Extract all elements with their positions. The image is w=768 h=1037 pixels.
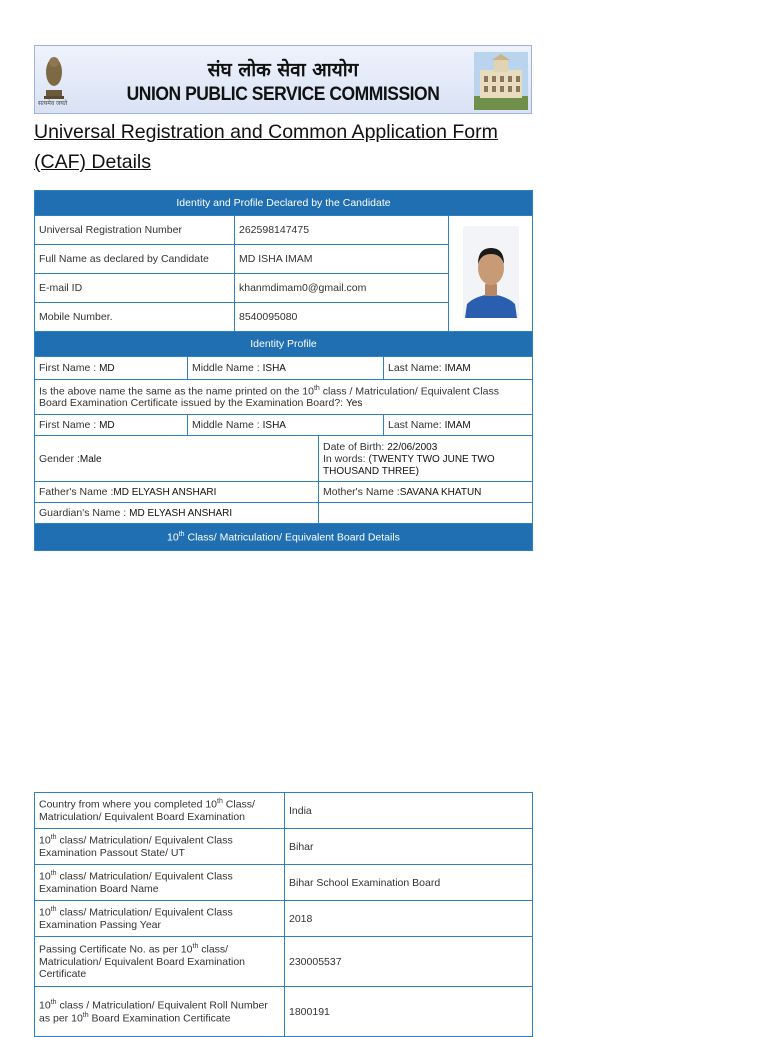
upsc-banner: [34, 45, 532, 114]
dob-cell: Date of Birth: 22/06/2003 In words: (TWENTY TWO JUNE TWO THOUSAND THREE): [319, 436, 533, 482]
first-name-cell: First Name : MD: [35, 357, 188, 380]
father-name-value: MD ELYASH ANSHARI: [113, 487, 217, 498]
guardian-name-value: MD ELYASH ANSHARI: [129, 508, 233, 519]
middle-name-cell-2: Middle Name : ISHA: [188, 415, 384, 436]
roll-number-label: 10th class / Matriculation/ Equivalent Roll Number as per 10th Board Examination Certificate: [35, 987, 285, 1037]
name-match-question: Is the above name the same as the name printed on the 10th class / Matriculation/ Equivalent Class Board Examination Certificate issued by the Examination Board?: Yes: [35, 380, 533, 415]
middle-name-value: ISHA: [262, 363, 286, 374]
name-label: Full Name as declared by Candidate: [35, 245, 235, 274]
passing-year-label: 10th class/ Matriculation/ Equivalent Class Examination Passing Year: [35, 901, 285, 937]
gender-cell: Gender :Male: [35, 436, 319, 482]
mother-name-value: SAVANA KHATUN: [399, 487, 482, 498]
identity-profile-header: Identity Profile: [35, 332, 533, 357]
certificate-no-value: 230005537: [285, 937, 533, 987]
last-name-value: IMAM: [444, 363, 471, 374]
mother-name-cell: Mother's Name :SAVANA KHATUN: [319, 482, 533, 503]
board-name-label: 10th class/ Matriculation/ Equivalent Class Examination Board Name: [35, 865, 285, 901]
first-name-cell-2: First Name : MD: [35, 415, 188, 436]
dob-words: (TWENTY TWO JUNE TWO THOUSAND THREE): [323, 453, 495, 477]
identity-header: Identity and Profile Declared by the Candidate: [35, 191, 533, 216]
father-name-cell: Father's Name :MD ELYASH ANSHARI: [35, 482, 319, 503]
photo-cell: [449, 216, 533, 332]
mobile-label: Mobile Number.: [35, 303, 235, 332]
certificate-no-label: Passing Certificate No. as per 10th class/ Matriculation/ Equivalent Board Examination Certificate: [35, 937, 285, 987]
banner-english-title: UNION PUBLIC SERVICE COMMISSION: [126, 84, 440, 105]
roll-number-value: 1800191: [285, 987, 533, 1037]
board-details-header: 10th Class/ Matriculation/ Equivalent Board Details: [35, 524, 533, 551]
guardian-name-cell: Guardian's Name : MD ELYASH ANSHARI: [35, 503, 319, 524]
board-details-table: [34, 792, 533, 1037]
state-value: Bihar: [285, 829, 533, 865]
upsc-building-icon: [474, 52, 528, 110]
urn-label: Universal Registration Number: [35, 216, 235, 245]
country-value: India: [285, 793, 533, 829]
email-label: E-mail ID: [35, 274, 235, 303]
identity-profile-table: [34, 190, 533, 551]
emblem-motto: सत्यमेव जयते: [38, 101, 68, 107]
passing-year-value: 2018: [285, 901, 533, 937]
gender-value: Male: [79, 453, 102, 465]
banner-hindi-title: संघ लोक सेवा आयोग: [207, 59, 359, 81]
board-name-value: Bihar School Examination Board: [285, 865, 533, 901]
middle-name-cell: Middle Name : ISHA: [188, 357, 384, 380]
candidate-photo: [463, 226, 519, 318]
name-match-answer: Yes: [346, 398, 363, 410]
country-label: Country from where you completed 10th Class/ Matriculation/ Equivalent Board Examination: [35, 793, 285, 829]
last-name-cell-2: Last Name: IMAM: [384, 415, 533, 436]
empty-cell: [319, 503, 533, 524]
email-value: khanmdimam0@gmail.com: [235, 274, 449, 303]
page-title: Universal Registration and Common Application Form (CAF) Details: [34, 121, 498, 173]
state-label: 10th class/ Matriculation/ Equivalent Class Examination Passout State/ UT: [35, 829, 285, 865]
dob-value: 22/06/2003: [387, 441, 438, 453]
name-value: MD ISHA IMAM: [235, 245, 449, 274]
first-name-value: MD: [99, 363, 115, 374]
urn-value: 262598147475: [235, 216, 449, 245]
mobile-value: 8540095080: [235, 303, 449, 332]
last-name-cell: Last Name: IMAM: [384, 357, 533, 380]
